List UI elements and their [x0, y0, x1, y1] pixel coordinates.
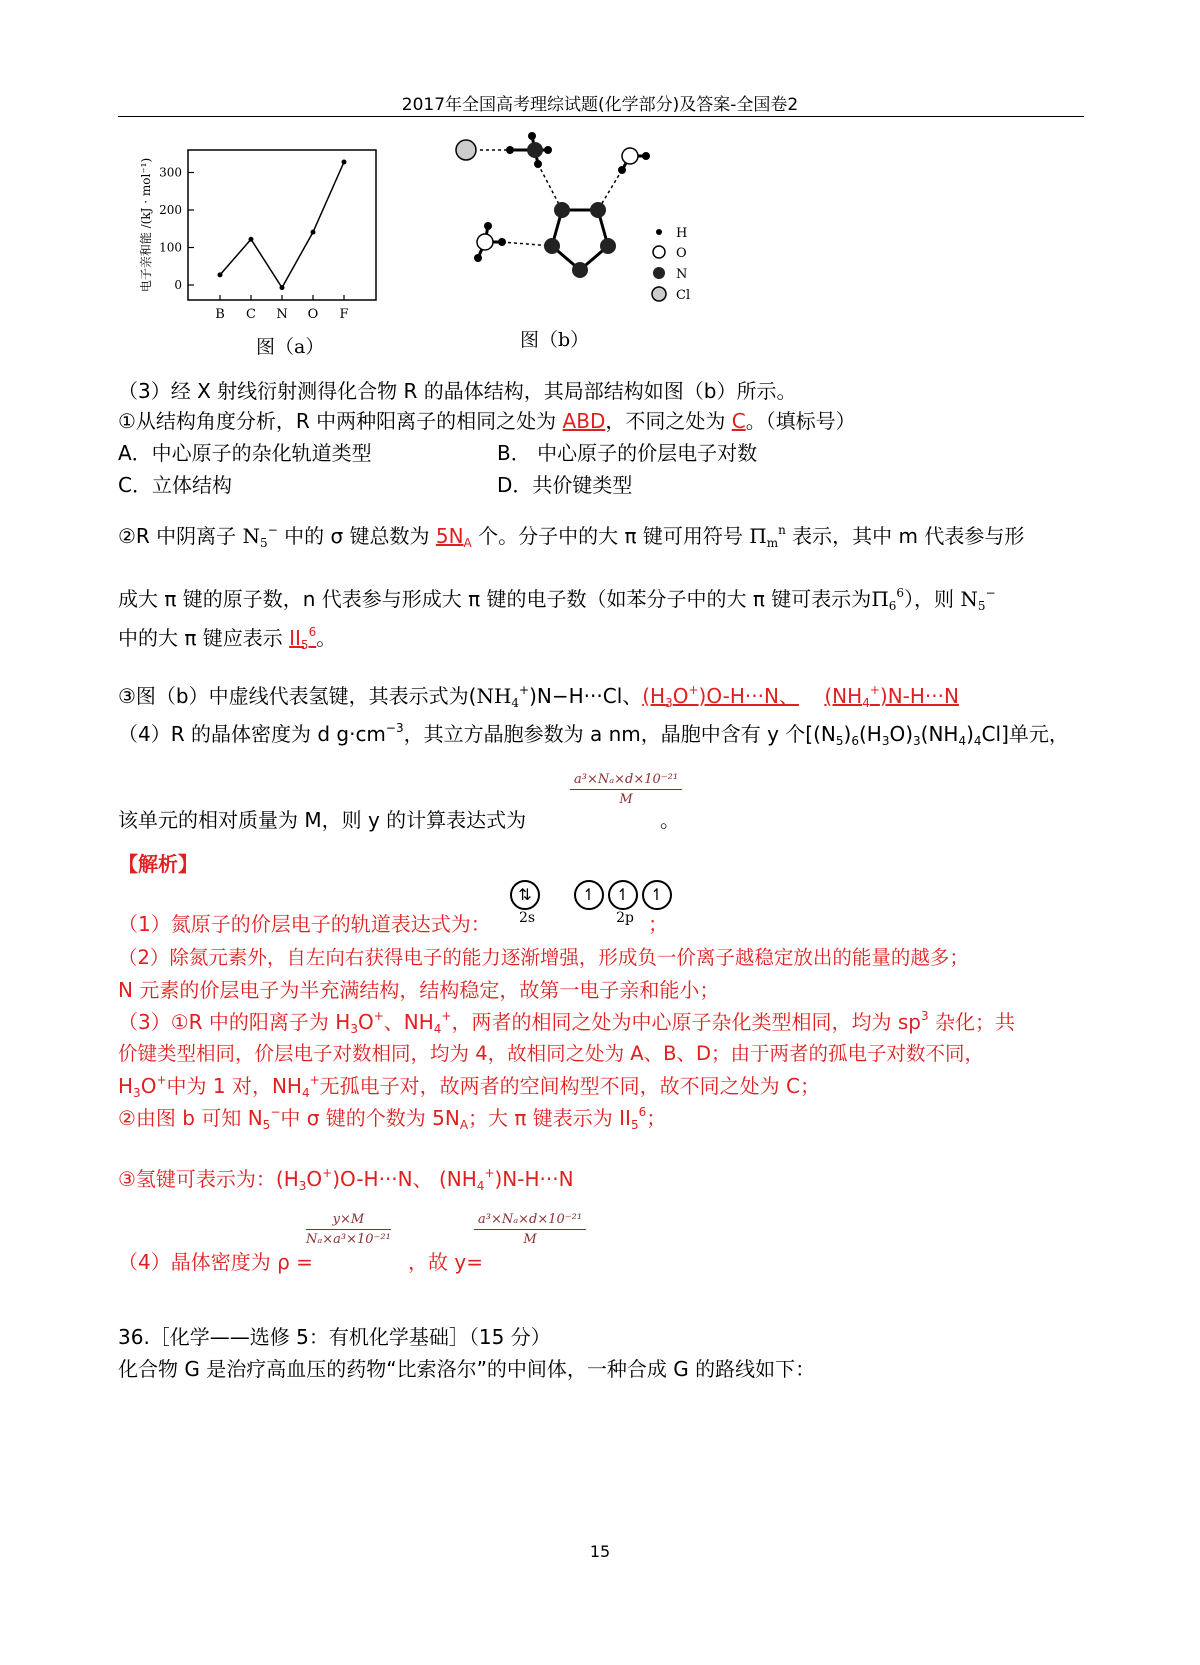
p4-frac1-denominator: Nₐ×a³×10⁻²¹ [306, 1232, 391, 1247]
q3-part2-answer-pi: $II_5^6$ [289, 625, 317, 652]
q3-part3-answer-1: $(H_3O^+)O-H\cdot\cdot\cdot N$、 [642, 683, 799, 710]
jiexi-p2b: N 元素的价层电子为半充满结构，结构稳定，故第一电子亲和能小； [118, 978, 720, 1002]
option-c: C．立体结构 [118, 473, 232, 497]
x-tick-label: B [215, 307, 225, 322]
pi-symbol: $\Pi_m^n$ [749, 523, 786, 550]
q3-part1-answer-same: ABD [562, 409, 606, 433]
q3-intro: （3）经 X 射线衍射测得化合物 R 的晶体结构，其局部结构如图（b）所示。 [118, 379, 797, 403]
series-line [220, 162, 344, 288]
q3-part1-post: 。（填标号） [745, 409, 856, 433]
figure-b-legend [652, 226, 690, 303]
jiexi-p4: （4）晶体密度为 ρ = [118, 1250, 313, 1274]
figure-b-diagram [450, 128, 710, 308]
legend-cl-swatch [652, 287, 666, 301]
legend-h-label: H [676, 226, 688, 241]
q3-part2-line2-text: 成大 π 键的原子数，n 代表参与形成大 π 键的电子数（如苯分子中的大 π 键可表示为 [118, 587, 872, 611]
chart-frame [188, 150, 376, 300]
y-tick-label: 300 [159, 165, 182, 180]
orbital-2p-label: 2p [616, 910, 634, 926]
h-atom [506, 146, 514, 154]
q3-part3-mid: )N−H···Cl、 [529, 684, 643, 708]
n5-anion-2: $N_5^-$ [960, 586, 996, 613]
y-tick-label: 100 [159, 240, 182, 255]
jiexi-p4-mid: ，故 y= [408, 1250, 483, 1274]
p4-frac2-numerator: a³×Nₐ×d×10⁻²¹ [474, 1212, 586, 1230]
orbital-2p-1: ↿ [574, 880, 604, 910]
q3-part2-text: ②R 中阴离子 [118, 524, 243, 548]
x-tick-label: O [307, 307, 319, 322]
legend-n-label: N [676, 267, 688, 282]
jiexi-p4-fraction-1 [306, 1212, 391, 1247]
q3-part2-line3-text: 中的大 π 键应表示 [118, 626, 290, 650]
orbital-2p-3: ↿ [642, 880, 672, 910]
figure-a-caption: 图（a） [256, 336, 325, 358]
jiexi-p3e: ③氢键可表示为：$(H_3O^+)O-H\cdot\cdot\cdot N$、 $(NH_4^+)N-H\cdot\cdot\cdot N$ [118, 1166, 574, 1193]
q3-part3 [118, 680, 959, 710]
jiexi-p3d: ②由图 b 可知 $N_5^-$中 σ 键的个数为 $5N_A$；大 π 键表示为 $II_5^6$； [118, 1105, 667, 1132]
o-atom [622, 148, 638, 164]
jiexi-p1: （1）氮原子的价层电子的轨道表达式为： [118, 912, 491, 936]
orbital-2s: ⇅ [510, 880, 540, 910]
option-d: D．共价键类型 [497, 473, 633, 497]
x-tick-label: F [339, 307, 349, 322]
q4-line2-post: 。 [660, 808, 680, 832]
x-tick-label: C [246, 307, 256, 322]
q3-part1-mid: ，不同之处为 [605, 409, 732, 433]
q3-part2-mid: 中的 σ 键总数为 [277, 524, 436, 548]
page-header-title: 2017年全国高考理综试题(化学部分)及答案-全国卷2 [401, 95, 799, 115]
data-point [342, 160, 347, 165]
q3-part2-answer-sigma: $5N_A$ [435, 524, 472, 550]
q3-part2-post: 个。分子中的大 π 键可用符号 [471, 524, 750, 548]
legend-o-swatch [653, 246, 665, 258]
p4-frac1-numerator: y×M [306, 1212, 391, 1230]
orbital-2p-2: ↿ [608, 880, 638, 910]
n5-anion: $N_5^-$ [242, 523, 278, 550]
q3-part3-text: ③图（b）中虚线代表氢键，其表示式为( [118, 684, 477, 708]
option-b: B． 中心原子的价层电子对数 [497, 441, 758, 465]
jiexi-p4-fraction-2 [474, 1212, 586, 1247]
orbital-2s-label: 2s [518, 910, 536, 926]
figure-a-chart [130, 140, 390, 330]
jiexi-p3b: 价键类型相同，价层电子对数相同，均为 4，故相同之处为 A、B、D；由于两者的孤电子对数不同， [118, 1042, 985, 1065]
q3-part2-line2-post: ），则 [904, 587, 961, 611]
q3-part2-line3 [118, 622, 336, 652]
legend-n-swatch [653, 267, 665, 279]
q3-part1-answer-diff: C [731, 409, 746, 433]
data-point [280, 285, 285, 290]
q4-frac-numerator: a³×Nₐ×d×10⁻²¹ [570, 772, 682, 790]
x-tick-label: N [276, 307, 288, 322]
y-tick-label: 200 [159, 203, 182, 217]
data-point [249, 237, 254, 242]
q36-intro: 化合物 G 是治疗高血压的药物“比索洛尔”的中间体，一种合成 G 的路线如下： [118, 1357, 816, 1381]
figure-b-caption: 图（b） [520, 329, 590, 351]
cl-atom [456, 140, 476, 160]
jiexi-p3c: $H_3O^+$中为 1 对，$NH_4^+$无孤电子对，故两者的空间构型不同，故不同之处为 C； [118, 1073, 820, 1100]
option-a: A．中心原子的杂化轨道类型 [118, 441, 372, 465]
q3-part2-line3-post: 。 [316, 626, 337, 650]
page-number: 15 [589, 1542, 611, 1561]
jiexi-p3a: （3）①R 中的阳离子为 $H_3O^+$、$NH_4^+$，两者的相同之处为中心原子杂化类型相同，均为 $sp^3$ 杂化；共 [118, 1009, 1015, 1036]
q4-frac-denominator: M [619, 792, 633, 807]
data-point [311, 230, 316, 235]
q36-title: 36.［化学——选修 5：有机化学基础］（15 分） [118, 1325, 551, 1349]
q3-part2-line2 [118, 583, 996, 613]
q4-line1: （4）R 的晶体密度为 d $g\cdot cm^{-3}$，其立方晶胞参数为 a nm，晶胞中含有 y 个$[(N_5)_6(H_3O)_3(NH_4)_4Cl]$单元， [118, 721, 1069, 748]
header-rule [118, 116, 1084, 117]
jiexi-p2a: （2）除氮元素外，自左向右获得电子的能力逐渐增强，形成负一价离子越稳定放出的能量的越多； [118, 946, 969, 969]
q4-answer-fraction [570, 772, 682, 807]
data-point [218, 272, 223, 277]
legend-h-swatch [656, 229, 662, 235]
q3-part1-text: ①从结构角度分析，R 中两种阳离子的相同之处为 [118, 409, 563, 433]
legend-o-label: O [676, 246, 687, 261]
figure-a [130, 140, 390, 330]
q3-part2-line1 [118, 520, 1024, 550]
pi6-symbol: $\Pi_6^6$ [871, 586, 905, 613]
q3-part2-post2: 表示，其中 m 代表参与形 [785, 524, 1025, 548]
p4-frac2-denominator: M [523, 1232, 537, 1247]
chart-ylabel: 电子亲和能 /(kJ · mol⁻¹) [139, 157, 153, 293]
y-tick-label: 0 [174, 278, 182, 292]
q3-part1 [118, 405, 856, 434]
jiexi-p1-end: ； [648, 912, 668, 936]
q3-part3-answer-2: $(NH_4^+)N-H\cdot\cdot\cdot N$ [824, 683, 959, 710]
legend-cl-label: Cl [676, 288, 691, 303]
q4-line2: 该单元的相对质量为 M，则 y 的计算表达式为 [118, 808, 527, 832]
figure-b [450, 128, 710, 308]
nh4-ion: $NH_4^+$ [476, 683, 530, 710]
n-atom [527, 142, 543, 158]
jiexi-title: 【解析】 [118, 852, 198, 876]
